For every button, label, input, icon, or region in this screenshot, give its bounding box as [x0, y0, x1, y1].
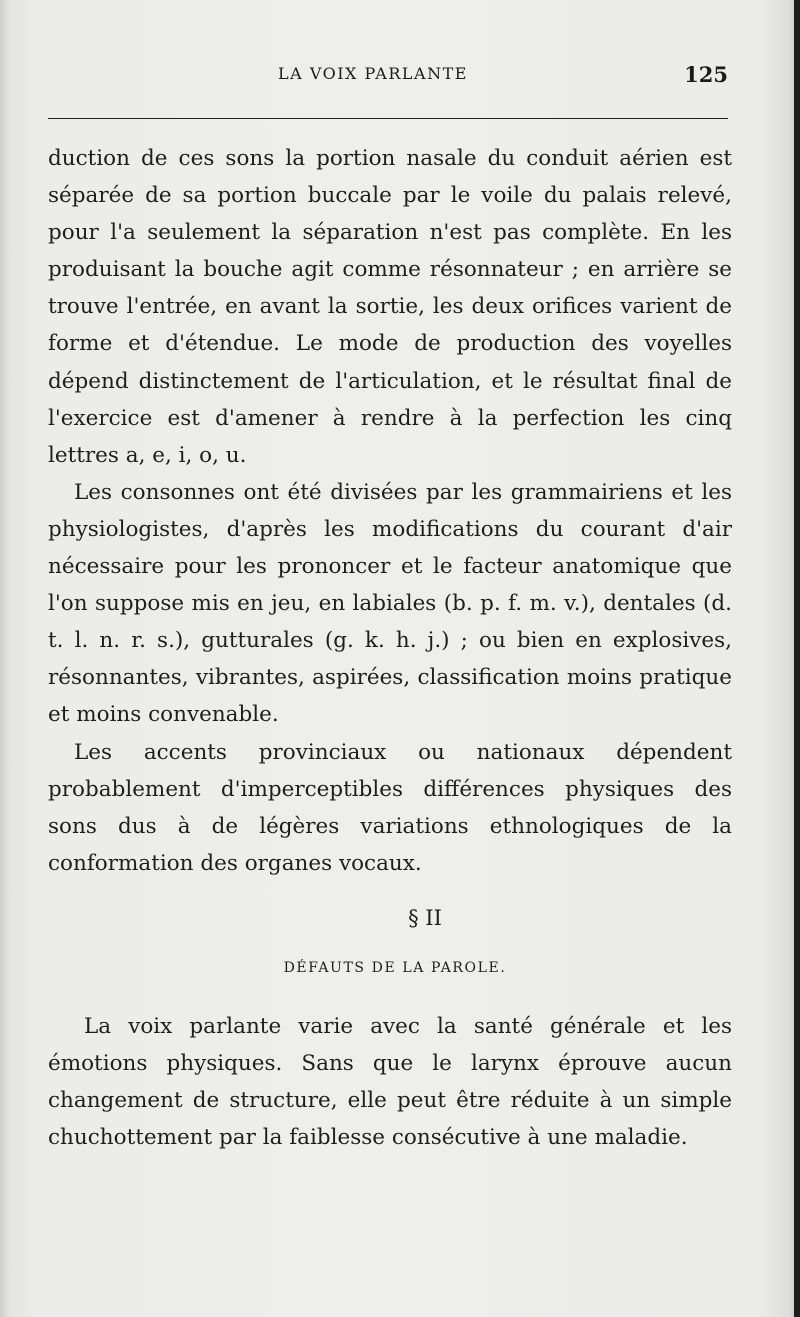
body-text	[48, 140, 732, 1156]
running-title: LA VOIX PARLANTE	[278, 64, 468, 83]
paragraph-accents: Les accents provinciaux ou nationaux dépendent probablement d'imperceptibles différences physiques des sons dus à de légères variations ethnologiques de la conformation des organes vocaux.	[48, 739, 732, 876]
paragraph-vowels: duction de ces sons la portion nasale du conduit aérien est séparée de sa portion buccale par le voile du palais relevé, pour l'a seulement la séparation n'est pas complète. En les produisant la bouche agit comme résonnateur ; en arrière se trouve l'entrée, en avant la sortie, les deux orifices varient de forme et d'étendue. Le mode de production des voyelles dépend distinctement de l'articulation, et le résultat final de l'exercice est d'amener à rendre à la perfection les cinq lettres a, e, i, o, u.	[48, 146, 732, 468]
section-mark: § II	[408, 905, 442, 930]
running-head	[48, 62, 728, 92]
paragraph-consonants: Les consonnes ont été divisées par les grammairiens et les physiologistes, d'après les modifications du courant d'air nécessaire pour les prononcer et le facteur anatomique que l'on suppose mis en jeu, en labiales (b. p. f. m. v.), dentales (d. t. l. n. r. s.), gutturales (g. k. h. j.) ; ou bien en explosives, résonnantes, vibrantes, aspirées, classification moins pratique et moins convenable.	[48, 479, 732, 728]
paragraph-speaking-voice: La voix parlante varie avec la santé générale et les émotions physiques. Sans que le larynx éprouve aucun changement de structure, elle peut être réduite à un simple chuchottement par la faiblesse consécutive à une maladie.	[48, 1013, 732, 1151]
section-title: DÉFAUTS DE LA PAROLE.	[283, 959, 507, 976]
header-rule	[48, 118, 728, 119]
page-number: 125	[684, 62, 728, 87]
